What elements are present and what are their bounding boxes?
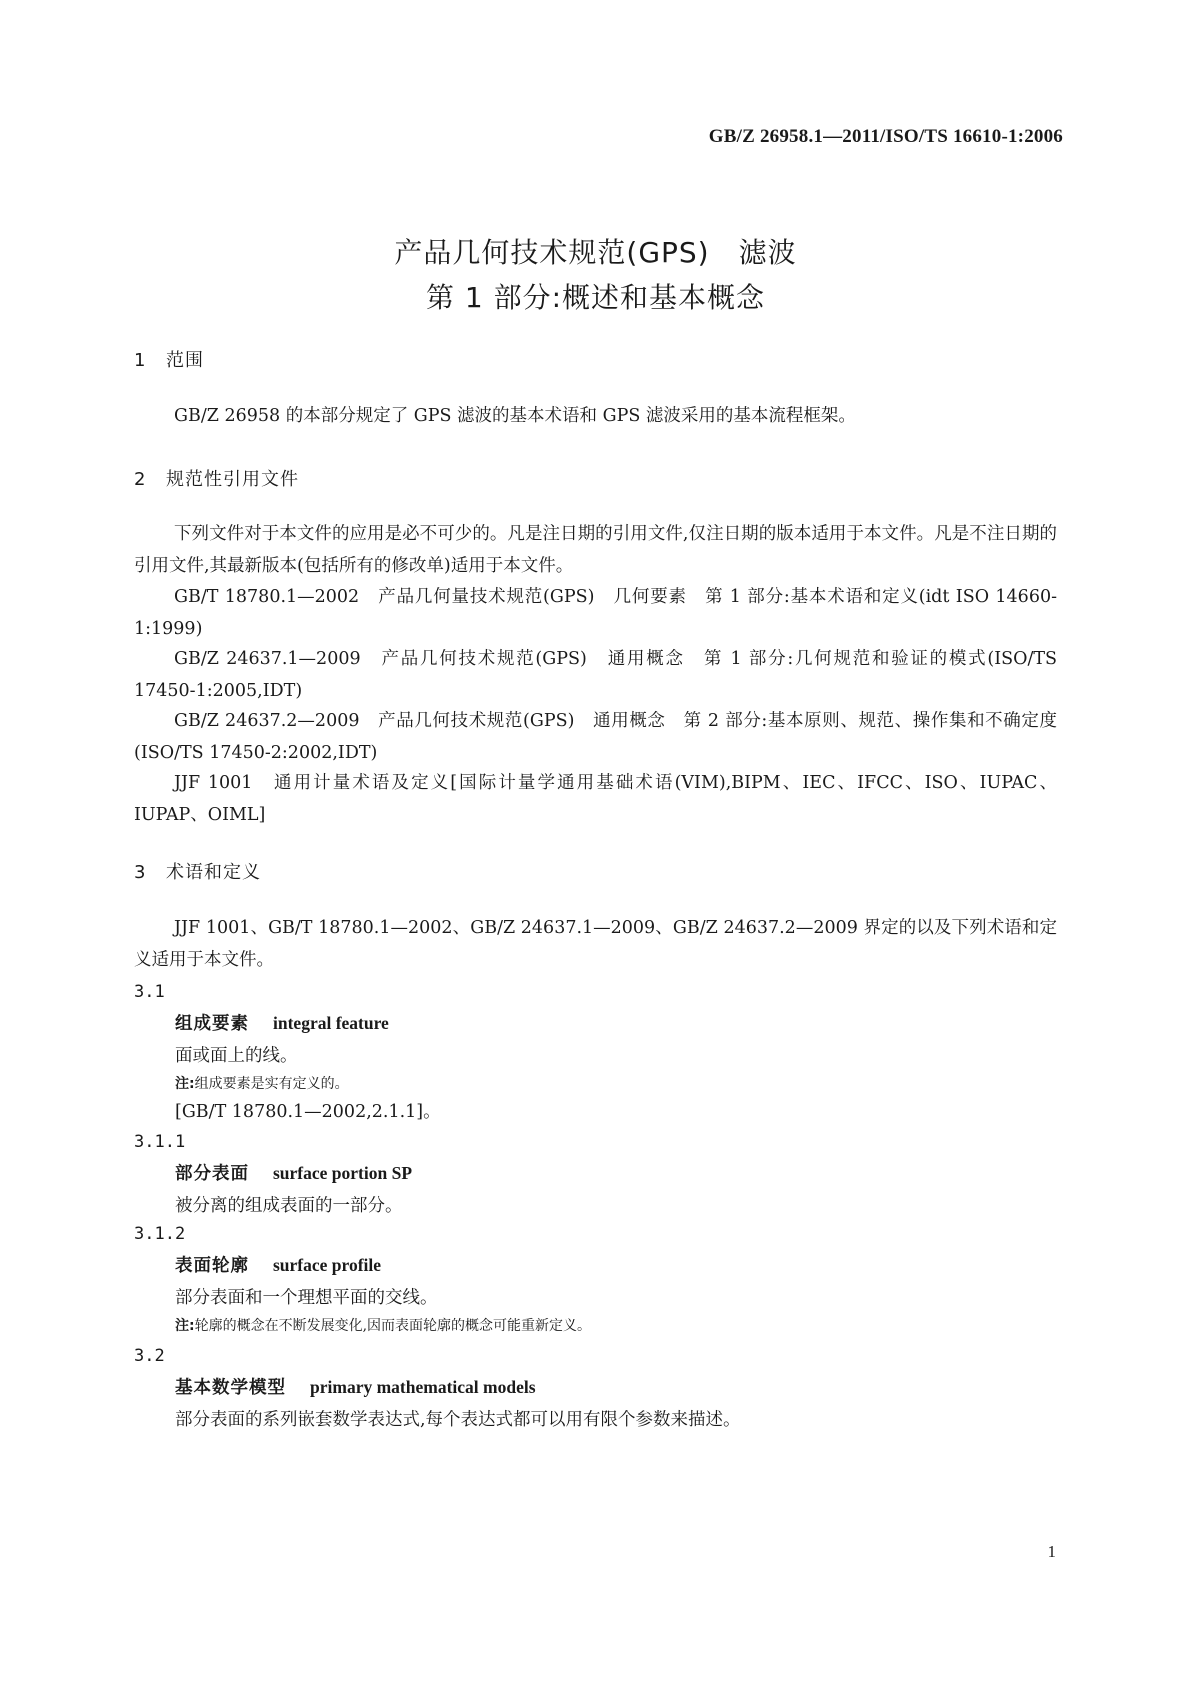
- term-definition: 部分表面的系列嵌套数学表达式,每个表达式都可以用有限个参数来描述。: [175, 1410, 741, 1430]
- term-definition: 部分表面和一个理想平面的交线。: [175, 1288, 438, 1308]
- note-text: 轮廓的概念在不断发展变化,因而表面轮廓的概念可能重新定义。: [194, 1318, 592, 1334]
- reference-item: JJF 1001 通用计量术语及定义[国际计量学通用基础术语(VIM),BIPM、IEC、IFCC、ISO、IUPAC、IUPAP、OIML]: [134, 773, 1057, 825]
- term-definition: 面或面上的线。: [175, 1046, 298, 1066]
- term-note: [175, 1073, 349, 1093]
- term-zh: 部分表面: [175, 1164, 249, 1184]
- references-intro: 下列文件对于本文件的应用是必不可少的。凡是注日期的引用文件,仅注日期的版本适用于本文件。凡是不注日期的引用文件,其最新版本(包括所有的修改单)适用于本文件。: [134, 524, 1057, 576]
- section-number: 1: [134, 350, 147, 371]
- term-heading: [175, 1160, 412, 1185]
- term-label: 3.1.2: [134, 1224, 186, 1244]
- term-label: 3.1.1: [134, 1132, 186, 1152]
- standard-code: GB/Z 26958.1—2011/ISO/TS 16610-1:2006: [708, 126, 1063, 147]
- term-heading: [175, 1252, 381, 1277]
- term-heading: [175, 1010, 389, 1035]
- term-en: integral feature: [273, 1013, 389, 1033]
- term-zh: 表面轮廓: [175, 1256, 249, 1276]
- note-text: 组成要素是实有定义的。: [194, 1076, 349, 1092]
- term-en: surface portion SP: [273, 1163, 413, 1183]
- section-3-heading: [134, 858, 261, 884]
- reference-item: GB/T 18780.1—2002 产品几何量技术规范(GPS) 几何要素 第 1 部分:基本术语和定义(idt ISO 14660-1:1999): [134, 587, 1057, 639]
- page-number: 1: [1047, 1542, 1056, 1561]
- note-prefix: 注:: [175, 1076, 195, 1092]
- scope-paragraph: GB/Z 26958 的本部分规定了 GPS 滤波的基本术语和 GPS 滤波采用的基本流程框架。: [174, 406, 856, 426]
- term-definition: 被分离的组成表面的一部分。: [175, 1196, 403, 1216]
- document-title-line2: 第 1 部分:概述和基本概念: [425, 281, 766, 314]
- term-en: surface profile: [273, 1255, 382, 1275]
- terms-intro: JJF 1001、GB/T 18780.1—2002、GB/Z 24637.1—2009、GB/Z 24637.2—2009 界定的以及下列术语和定义适用于本文件。: [134, 918, 1057, 970]
- document-title-line1: 产品几何技术规范(GPS) 滤波: [394, 236, 797, 269]
- term-en: primary mathematical models: [310, 1377, 536, 1397]
- term-source: [GB/T 18780.1—2002,2.1.1]。: [175, 1102, 441, 1122]
- term-zh: 组成要素: [175, 1014, 249, 1034]
- section-number: 3: [134, 862, 147, 883]
- reference-item: GB/Z 24637.2—2009 产品几何技术规范(GPS) 通用概念 第 2 部分:基本原则、规范、操作集和不确定度(ISO/TS 17450-2:2002,IDT): [134, 711, 1057, 763]
- note-prefix: 注:: [175, 1318, 195, 1334]
- section-number: 2: [134, 469, 147, 490]
- term-heading: [175, 1374, 536, 1399]
- section-title: 术语和定义: [166, 862, 261, 883]
- term-zh: 基本数学模型: [175, 1378, 286, 1398]
- term-note: [175, 1315, 591, 1335]
- section-2-heading: [134, 465, 299, 491]
- reference-item: GB/Z 24637.1—2009 产品几何技术规范(GPS) 通用概念 第 1 部分:几何规范和验证的模式(ISO/TS 17450-1:2005,IDT): [134, 649, 1057, 701]
- section-title: 范围: [166, 350, 204, 371]
- term-label: 3.1: [134, 982, 165, 1002]
- section-title: 规范性引用文件: [166, 469, 299, 490]
- term-label: 3.2: [134, 1346, 165, 1366]
- section-1-heading: [134, 346, 204, 372]
